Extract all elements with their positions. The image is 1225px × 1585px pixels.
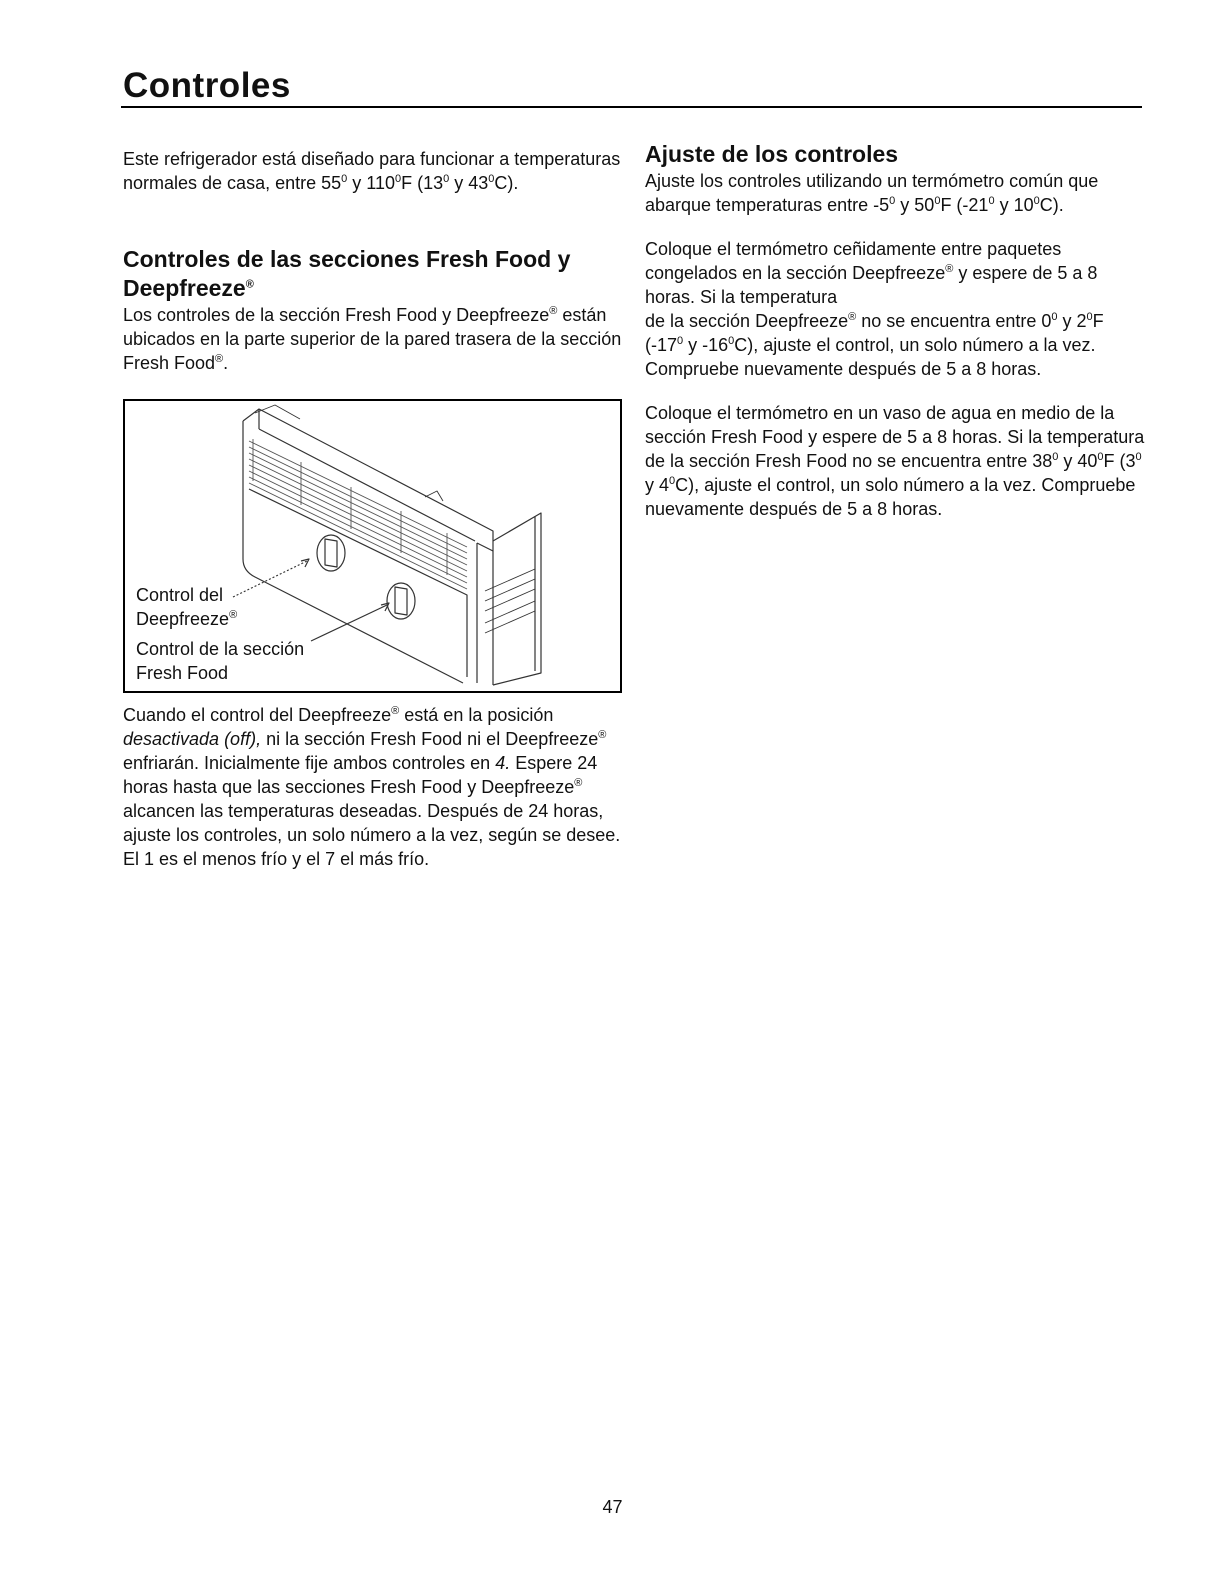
section-intro-paragraph: Los controles de la sección Fresh Food y Deepfreeze® están ubicados en la parte superior de la pared trasera de la sección Fresh Food®.: [123, 305, 622, 373]
left-column: [123, 147, 628, 871]
page-number: 47: [602, 1497, 623, 1517]
title-rule: [121, 106, 1142, 108]
label-freshfood-control: Control de la sección Fresh Food: [136, 639, 305, 683]
controls-figure: [123, 399, 622, 693]
adjust-paragraph-1: Ajuste los controles utilizando un termómetro común que abarque temperaturas entre $-5^0$ y $50^0F$ ($-21^0$ y $10^0C$).: [645, 171, 1099, 215]
right-column: [645, 140, 1145, 521]
label-deepfreeze-control: Control del Deepfreeze®: [136, 585, 238, 629]
section-heading-controls: Controles de las secciones Fresh Food y Deepfreeze®: [123, 246, 571, 301]
control-usage-paragraph: Cuando el control del Deepfreeze® está en la posición desactivada (off), ni la sección Fresh Food ni el Deepfreeze® enfriarán. Inicialmente fije ambos controles en 4. Espere 24 horas hasta que las secciones Fresh Food y Deepfreeze® alcancen las temperaturas deseadas. Después de 24 horas, ajuste los controles, un solo número a la vez, según se desee. El 1 es el menos frío y el 7 el más frío.: [123, 705, 621, 869]
intro-paragraph: Este refrigerador está diseñado para funcionar a temperaturas normales de casa, entre $55^0$ y $110^0F$ ($13^0$ y $43^0C$).: [123, 149, 621, 193]
page-title: Controles: [123, 66, 291, 105]
section-heading-adjust: Ajuste de los controles: [645, 141, 899, 167]
adjust-paragraph-3: Coloque el termómetro en un vaso de agua en medio de la sección Fresh Food y espere de 5 a 8 horas. Si la temperatura de la sección Fresh Food no se encuentra entre $38^0$ y $40^0F$ ($3^0$ y $4^0C$), ajuste el control, un solo número a la vez. Compruebe nuevamente después de 5 a 8 horas.: [645, 403, 1145, 519]
adjust-paragraph-2: Coloque el termómetro ceñidamente entre paquetes congelados en la sección Deepfreeze® y espere de 5 a 8 horas. Si la temperatura de la sección Deepfreeze® no se encuentra entre $0^0$ y $2^0F$ ($-17^0$ y $-16^0C$), ajuste el control, un solo número a la vez. Compruebe nuevamente después de 5 a 8 horas.: [645, 239, 1104, 379]
